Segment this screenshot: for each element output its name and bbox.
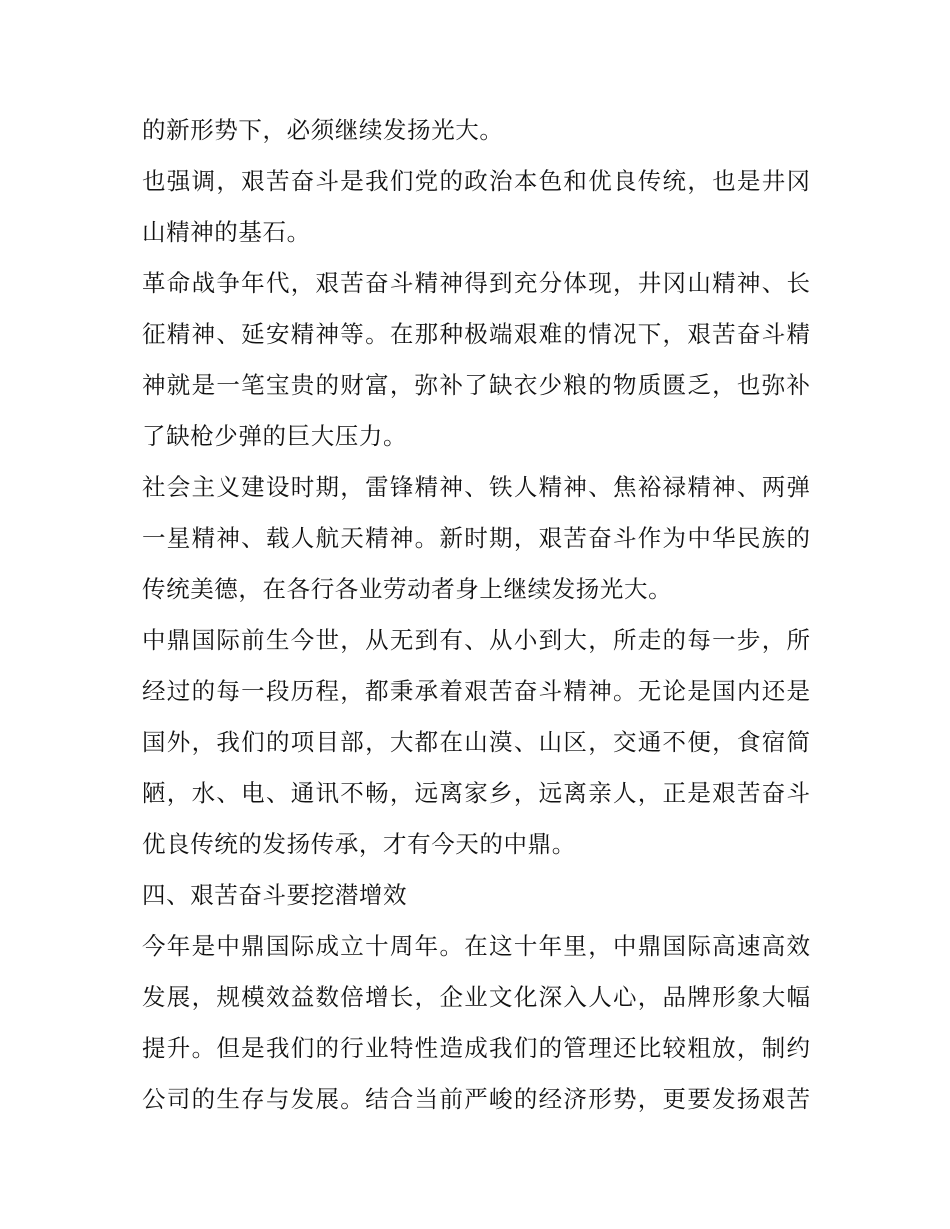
text-line: 的新形势下，必须继续发扬光大。	[142, 116, 504, 144]
text-line: 革命战争年代，艰苦奋斗精神得到充分体现，井冈山精神、长	[142, 269, 810, 297]
text-line: 征精神、延安精神等。在那种极端艰难的情况下，艰苦奋斗精	[142, 320, 810, 348]
document-body	[142, 105, 810, 1125]
text-line: 陋，水、电、通讯不畅，远离家乡，远离亲人，正是艰苦奋斗	[142, 779, 810, 807]
text-line: 一星精神、载人航天精神。新时期，艰苦奋斗作为中华民族的	[142, 524, 810, 552]
text-line: 了缺枪少弹的巨大压力。	[142, 422, 408, 450]
text-line: 提升。但是我们的行业特性造成我们的管理还比较粗放，制约	[142, 1034, 810, 1062]
text-line: 中鼎国际前生今世，从无到有、从小到大，所走的每一步，所	[142, 626, 810, 654]
text-line: 经过的每一段历程，都秉承着艰苦奋斗精神。无论是国内还是	[142, 677, 810, 705]
text-line: 也强调，艰苦奋斗是我们党的政治本色和优良传统，也是井冈	[142, 167, 810, 195]
text-line: 社会主义建设时期，雷锋精神、铁人精神、焦裕禄精神、两弹	[142, 473, 810, 501]
text-line: 山精神的基石。	[142, 218, 311, 246]
section-heading: 四、艰苦奋斗要挖潜增效	[142, 881, 408, 909]
text-line: 传统美德，在各行各业劳动者身上继续发扬光大。	[142, 575, 673, 603]
text-line: 国外，我们的项目部，大都在山漠、山区，交通不便，食宿简	[142, 728, 810, 756]
text-line: 公司的生存与发展。结合当前严峻的经济形势，更要发扬艰苦	[142, 1085, 810, 1113]
text-line: 优良传统的发扬传承，才有今天的中鼎。	[142, 830, 576, 858]
text-line: 今年是中鼎国际成立十周年。在这十年里，中鼎国际高速高效	[142, 932, 810, 960]
text-line: 神就是一笔宝贵的财富，弥补了缺衣少粮的物质匮乏，也弥补	[142, 371, 810, 399]
text-line: 发展，规模效益数倍增长，企业文化深入人心，品牌形象大幅	[142, 983, 810, 1011]
